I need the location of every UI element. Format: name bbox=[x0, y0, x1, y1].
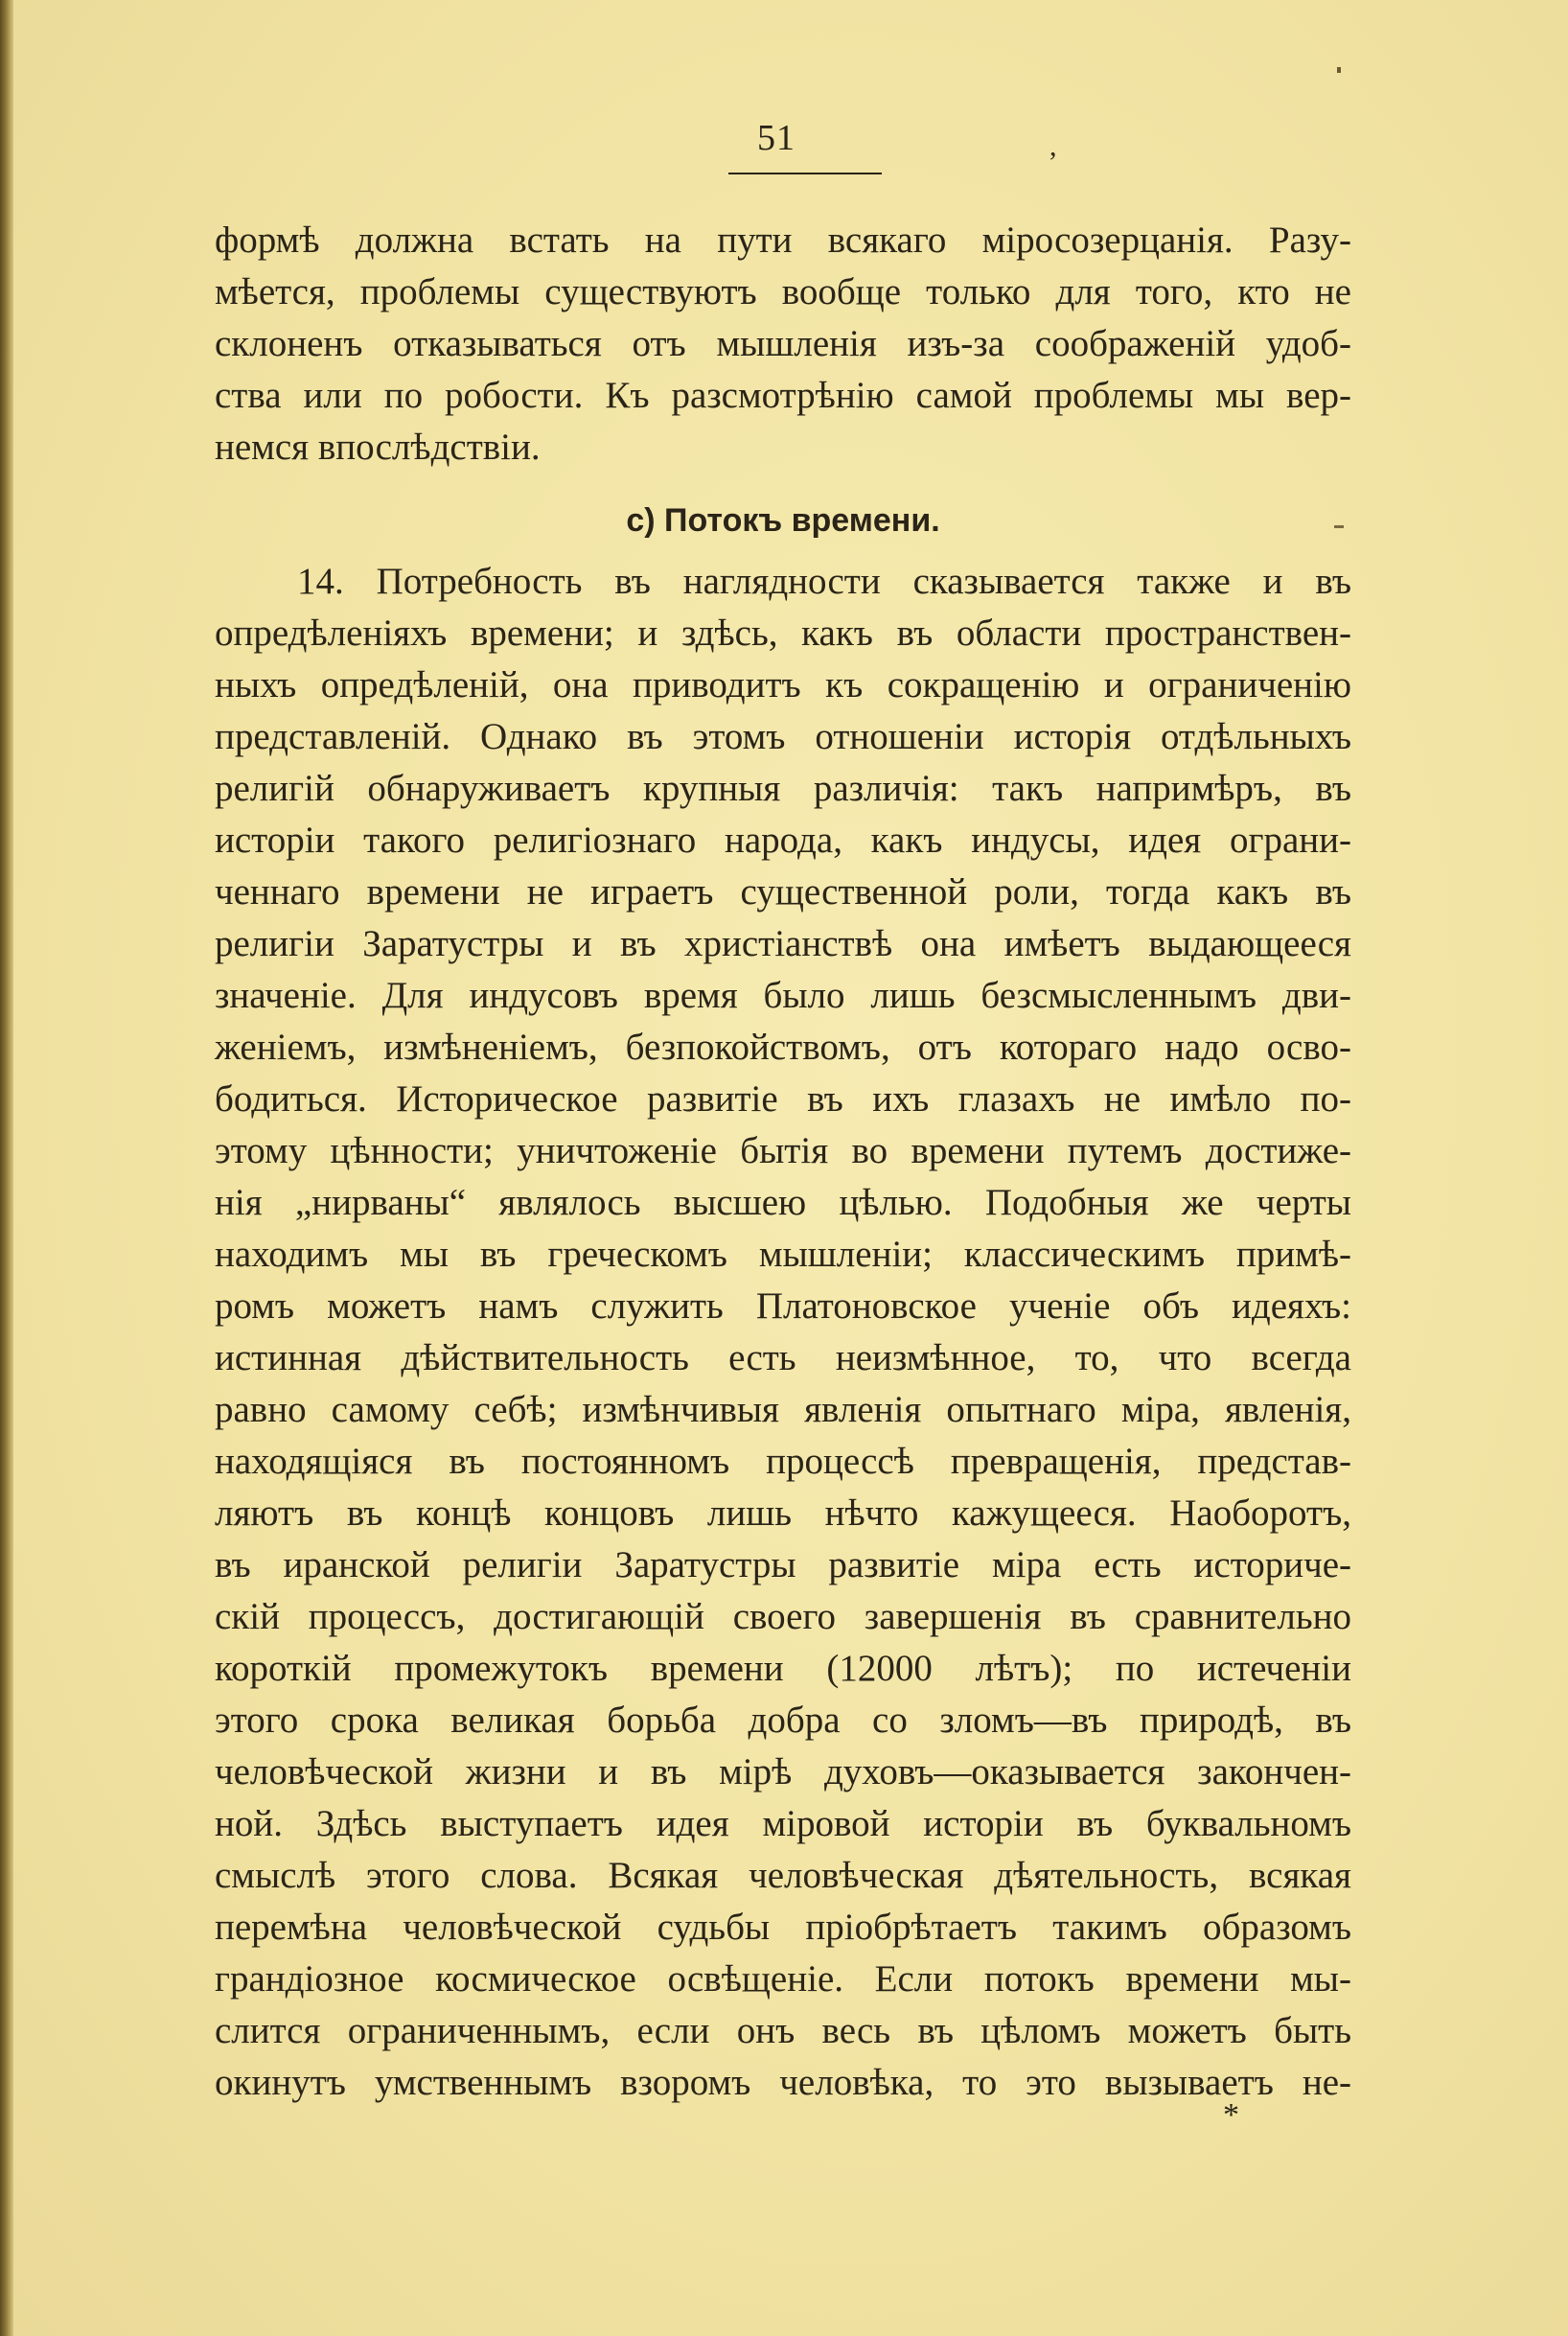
text-line: перемѣна человѣческой судьбы пріобрѣтаетъ такимъ образомъ bbox=[215, 1907, 1351, 1948]
text-line: въ иранской религіи Заратустры развитіе міра есть историче- bbox=[215, 1544, 1351, 1585]
text-line: религіи Заратустры и въ христіанствѣ она имѣетъ выдающееся bbox=[215, 923, 1351, 964]
text-line: 14. Потребность въ наглядности сказывается также и въ bbox=[297, 561, 1351, 602]
body-text bbox=[215, 215, 1351, 2109]
text-line: ченнаго времени не играетъ существенной роли, тогда какъ въ bbox=[215, 871, 1351, 913]
text-line: мѣется, проблемы существуютъ вообще только для того, кто не bbox=[215, 271, 1351, 312]
paragraph-1 bbox=[215, 215, 1351, 474]
text-line: религій обнаруживаетъ крупныя различія: такъ напримѣръ, въ bbox=[215, 768, 1351, 809]
text-line: находимъ мы въ греческомъ мышленіи; классическимъ примѣ- bbox=[215, 1234, 1351, 1275]
text-line: окинутъ умственнымъ взоромъ человѣка, то это вызываетъ не- bbox=[215, 2062, 1351, 2103]
text-line: женіемъ, измѣненіемъ, безпокойствомъ, отъ котораго надо осво- bbox=[215, 1027, 1351, 1068]
text-line: этого срока великая борьба добра со зломъ—въ природѣ, въ bbox=[215, 1700, 1351, 1741]
section-heading: c) Потокъ времени. bbox=[626, 502, 940, 539]
text-line: исторіи такого религіознаго народа, какъ индусы, идея ограни- bbox=[215, 820, 1351, 861]
text-line: представленій. Однако въ этомъ отношеніи исторія отдѣльныхъ bbox=[215, 716, 1351, 757]
text-line: истинная дѣйствительность есть неизмѣнное, то, что всегда bbox=[215, 1337, 1351, 1378]
text-line: смыслѣ этого слова. Всякая человѣческая дѣятельность, всякая bbox=[215, 1855, 1351, 1896]
text-line: бодиться. Историческое развитіе въ ихъ глазахъ не имѣло по- bbox=[215, 1078, 1351, 1120]
text-line: значеніе. Для индусовъ время было лишь безсмысленнымъ дви- bbox=[215, 975, 1351, 1016]
page-number: 51 bbox=[757, 118, 796, 158]
text-line: короткій промежутокъ времени (12000 лѣтъ); по истеченіи bbox=[215, 1648, 1351, 1689]
text-line: равно самому себѣ; измѣнчивыя явленія опытнаго міра, явленія, bbox=[215, 1389, 1351, 1430]
text-line: человѣческой жизни и въ мірѣ духовъ—оказывается закончен- bbox=[215, 1751, 1351, 1792]
text-line: слится ограниченнымъ, если онъ весь въ цѣломъ можетъ быть bbox=[215, 2010, 1351, 2051]
text-line: формѣ должна встать на пути всякаго міросозерцанія. Разу- bbox=[215, 220, 1351, 261]
text-line: ныхъ опредѣленій, она приводитъ къ сокращенію и ограниченію bbox=[215, 664, 1351, 705]
text-line: опредѣленіяхъ времени; и здѣсь, какъ въ области пространствен- bbox=[215, 613, 1351, 654]
text-line: нія „нирваны“ являлось высшею цѣлью. Подобныя же черты bbox=[215, 1182, 1351, 1223]
text-line: ства или по робости. Къ разсмотрѣнію самой проблемы мы вер- bbox=[215, 375, 1351, 416]
ink-speck: , bbox=[1049, 130, 1057, 162]
text-line: склоненъ отказываться отъ мышленія изъ-за соображеній удоб- bbox=[215, 323, 1351, 364]
ink-speck bbox=[1337, 67, 1341, 73]
page-number-rule bbox=[728, 173, 882, 174]
text-line: немся впослѣдствіи. bbox=[215, 427, 541, 468]
text-line: ной. Здѣсь выступаетъ идея міровой исторіи въ буквальномъ bbox=[215, 1803, 1351, 1844]
text-line: скій процессъ, достигающій своего завершенія въ сравнительно bbox=[215, 1596, 1351, 1637]
text-line: этому цѣнности; уничтоженіе бытія во времени путемъ достиже- bbox=[215, 1130, 1351, 1171]
text-line: находящіяся въ постоянномъ процессѣ превращенія, представ- bbox=[215, 1441, 1351, 1482]
text-line: ляютъ въ концѣ концовъ лишь нѣчто кажущееся. Наоборотъ, bbox=[215, 1492, 1351, 1534]
text-line: ромъ можетъ намъ служить Платоновское ученіе объ идеяхъ: bbox=[215, 1285, 1351, 1327]
page-binding-edge bbox=[0, 0, 13, 2336]
footnote-mark: * bbox=[1223, 2097, 1239, 2133]
text-line: грандіозное космическое освѣщеніе. Если потокъ времени мы- bbox=[215, 1958, 1351, 2000]
paragraph-2 bbox=[215, 556, 1351, 2109]
